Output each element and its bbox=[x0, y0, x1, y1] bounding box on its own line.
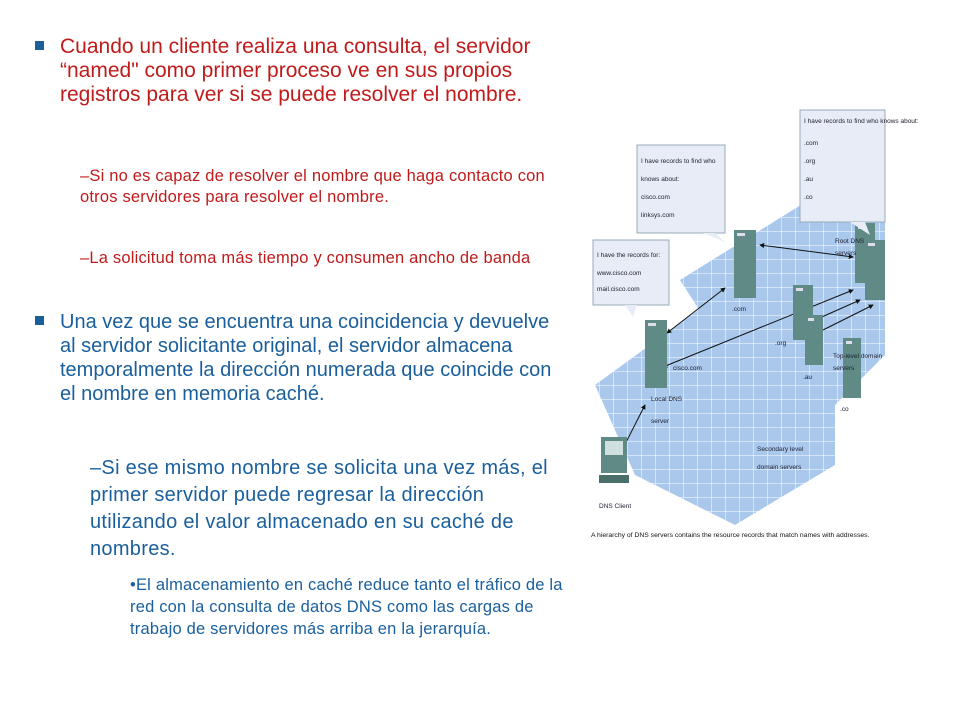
callout-root-line1: I have records to find who knows about: bbox=[804, 118, 919, 125]
label-co: .co bbox=[840, 406, 849, 413]
label-com: .com bbox=[732, 306, 747, 313]
callout-root-line3: .org bbox=[804, 158, 816, 165]
label-secondary-1: Secondary level bbox=[757, 446, 804, 453]
label-root-dns-1: Root DNS bbox=[835, 238, 865, 245]
callout-cisco-line1: I have the records for: bbox=[597, 252, 661, 259]
dns-hierarchy-diagram bbox=[585, 105, 919, 545]
callout-com-line4: linksys.com bbox=[641, 212, 675, 219]
server-com bbox=[734, 230, 756, 298]
server-root-2 bbox=[865, 240, 885, 300]
label-org: .org bbox=[775, 340, 787, 347]
square-bullet-icon bbox=[35, 316, 44, 325]
sub-bullet-1-2: –La solicitud toma más tiempo y consumen ancho de banda bbox=[80, 249, 531, 267]
callout-root bbox=[800, 110, 919, 235]
callout-com bbox=[637, 145, 725, 242]
label-tld-2: servers bbox=[833, 365, 855, 372]
callout-cisco-line2: www.cisco.com bbox=[597, 270, 642, 277]
bullet-1 bbox=[60, 35, 560, 107]
bullet-2-text: Una vez que se encuentra una coincidencia y devuelve al servidor solicitante original, el servidor almacena temporalmente la dirección numerada que coincide con el nombre en memoria caché. bbox=[60, 311, 552, 405]
callout-com-line3: cisco.com bbox=[641, 194, 670, 201]
server-cisco-local bbox=[645, 320, 667, 388]
label-au: .au bbox=[803, 374, 813, 381]
label-dns-client: DNS Client bbox=[599, 503, 632, 510]
callout-root-line2: .com bbox=[804, 140, 819, 147]
callout-cisco-line3: mail.cisco.com bbox=[597, 286, 640, 293]
sub-bullet-1-1: –Si no es capaz de resolver el nombre que haga contacto con otros servidores para resolver el nombre. bbox=[80, 167, 545, 206]
bullet-1-text: Cuando un cliente realiza una consulta, el servidor “named" como primer proceso ve en sus propios registros para ver si se puede resolver el nombre. bbox=[60, 35, 531, 106]
label-cisco-com: cisco.com bbox=[673, 365, 702, 372]
label-tld-1: Top-level domain bbox=[833, 353, 883, 360]
label-root-dns-2: servers bbox=[835, 250, 857, 257]
label-local-dns-1: Local DNS bbox=[651, 396, 683, 403]
sub-bullet-2-1: –Si ese mismo nombre se solicita una vez más, el primer servidor puede regresar la dirección utilizando el valor almacenado en su caché de nombres. bbox=[90, 457, 548, 560]
label-local-dns-2: server bbox=[651, 418, 670, 425]
square-bullet-icon bbox=[35, 41, 44, 50]
sub-bullet-2-1-1: •El almacenamiento en caché reduce tanto el tráfico de la red con la consulta de datos DNS como las cargas de trabajo de servidores más arriba en la jerarquía. bbox=[130, 576, 563, 638]
callout-com-line2: knows about: bbox=[641, 176, 680, 183]
callout-root-line5: .co bbox=[804, 194, 813, 201]
label-secondary-2: domain servers bbox=[757, 464, 802, 471]
callout-root-line4: .au bbox=[804, 176, 814, 183]
callout-com-line1: I have records to find who bbox=[641, 158, 716, 165]
callout-cisco bbox=[593, 240, 669, 317]
bullet-2 bbox=[60, 310, 560, 406]
server-au bbox=[805, 315, 823, 365]
dns-client-computer bbox=[599, 437, 629, 483]
diagram-caption: A hierarchy of DNS servers contains the resource records that match names with addresses. bbox=[591, 532, 870, 539]
